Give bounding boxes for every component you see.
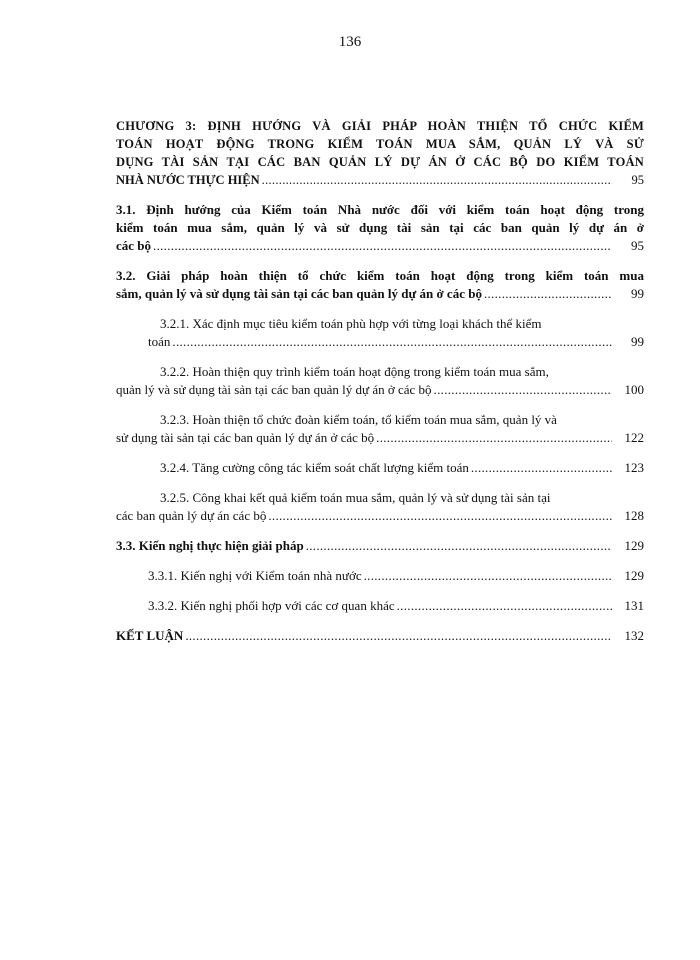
toc-entry-text: các ban quản lý dự án các bộ bbox=[116, 508, 267, 523]
leader-dots bbox=[153, 237, 612, 255]
table-of-contents bbox=[116, 117, 644, 657]
toc-entry-text: 3.2.4. Tăng cường công tác kiểm soát chất lượng kiểm toán bbox=[160, 460, 469, 475]
leader-dots bbox=[471, 459, 612, 477]
toc-entry-text: 3.2.3. Hoàn thiện tổ chức đoàn kiểm toán, tổ kiểm toán mua sắm, quản lý và bbox=[160, 412, 557, 427]
toc-entry-text: 3.3. Kiến nghị thực hiện giải pháp bbox=[116, 538, 304, 553]
toc-entry-text: TOÁN HOẠT ĐỘNG TRONG KIỂM TOÁN MUA SẮM, QUẢN LÝ VÀ SỬ bbox=[116, 137, 644, 151]
leader-dots bbox=[364, 567, 612, 585]
toc-page-number: 132 bbox=[624, 628, 644, 643]
toc-page-number: 95 bbox=[631, 238, 644, 253]
toc-page-number: 131 bbox=[624, 598, 644, 613]
toc-entry-3-2-1[interactable] bbox=[116, 315, 644, 351]
toc-entry-chapter-3[interactable] bbox=[116, 117, 644, 189]
toc-entry-text: 3.2.2. Hoàn thiện quy trình kiểm toán hoạt động trong kiểm toán mua sắm, bbox=[160, 364, 549, 379]
leader-dots bbox=[376, 429, 612, 447]
toc-entry-text: sử dụng tài sản tại các ban quản lý dự án ở các bộ bbox=[116, 430, 375, 445]
toc-page-number: 122 bbox=[624, 430, 644, 445]
toc-entry-text: NHÀ NƯỚC THỰC HIỆN bbox=[116, 173, 260, 187]
toc-entry-3-3-1[interactable] bbox=[116, 567, 644, 585]
toc-entry-3-2-2[interactable] bbox=[116, 363, 644, 399]
toc-entry-text: 3.3.2. Kiến nghị phối hợp với các cơ quan khác bbox=[148, 598, 395, 613]
toc-page-number: 99 bbox=[631, 286, 644, 301]
toc-entry-3-3[interactable] bbox=[116, 537, 644, 555]
toc-page-number: 99 bbox=[631, 334, 644, 349]
toc-entry-3-2-3[interactable] bbox=[116, 411, 644, 447]
toc-entry-3-3-2[interactable] bbox=[116, 597, 644, 615]
leader-dots bbox=[397, 597, 612, 615]
toc-page-number: 128 bbox=[624, 508, 644, 523]
leader-dots bbox=[268, 507, 612, 525]
leader-dots bbox=[172, 333, 612, 351]
leader-dots bbox=[434, 381, 612, 399]
toc-page-number: 100 bbox=[624, 382, 644, 397]
toc-entry-text: kiểm toán mua sắm, quản lý và sử dụng tài sản tại các ban quản lý dự án ở bbox=[116, 220, 644, 235]
toc-page-number: 95 bbox=[631, 173, 644, 187]
toc-entry-3-1[interactable] bbox=[116, 201, 644, 255]
toc-entry-text: KẾT LUẬN bbox=[116, 628, 184, 643]
toc-page-number: 123 bbox=[624, 460, 644, 475]
toc-entry-text: các bộ bbox=[116, 238, 152, 253]
leader-dots bbox=[306, 537, 612, 555]
toc-entry-text: 3.2.5. Công khai kết quả kiểm toán mua sắm, quản lý và sử dụng tài sản tại bbox=[160, 490, 551, 505]
toc-entry-3-2-4[interactable] bbox=[116, 459, 644, 477]
leader-dots bbox=[185, 627, 612, 645]
toc-entry-text: CHƯƠNG 3: ĐỊNH HƯỚNG VÀ GIẢI PHÁP HOÀN THIỆN TỔ CHỨC KIỂM bbox=[116, 119, 644, 133]
toc-entry-text: 3.2. Giải pháp hoàn thiện tổ chức kiểm toán hoạt động trong kiểm toán mua bbox=[116, 268, 644, 283]
page-number: 136 bbox=[338, 34, 362, 50]
toc-page-number: 129 bbox=[624, 538, 644, 553]
toc-entry-text: DỤNG TÀI SẢN TẠI CÁC BAN QUẢN LÝ DỰ ÁN Ở CÁC BỘ DO KIỂM TOÁN bbox=[116, 155, 644, 169]
leader-dots bbox=[484, 285, 612, 303]
leader-dots bbox=[262, 171, 612, 189]
toc-entry-text: sắm, quản lý và sử dụng tài sản tại các ban quản lý dự án ở các bộ bbox=[116, 286, 482, 301]
toc-entry-conclusion[interactable] bbox=[116, 627, 644, 645]
toc-entry-text: toán bbox=[148, 334, 171, 349]
toc-entry-3-2-5[interactable] bbox=[116, 489, 644, 525]
toc-entry-text: 3.1. Định hướng của Kiểm toán Nhà nước đối với kiểm toán hoạt động trong bbox=[116, 202, 644, 217]
toc-entry-3-2[interactable] bbox=[116, 267, 644, 303]
toc-entry-text: 3.3.1. Kiến nghị với Kiểm toán nhà nước bbox=[148, 568, 362, 583]
toc-page-number: 129 bbox=[624, 568, 644, 583]
toc-entry-text: 3.2.1. Xác định mục tiêu kiểm toán phù hợp với từng loại khách thể kiểm bbox=[160, 316, 542, 331]
toc-entry-text: quản lý và sử dụng tài sản tại các ban quản lý dự án ở các bộ bbox=[116, 382, 432, 397]
